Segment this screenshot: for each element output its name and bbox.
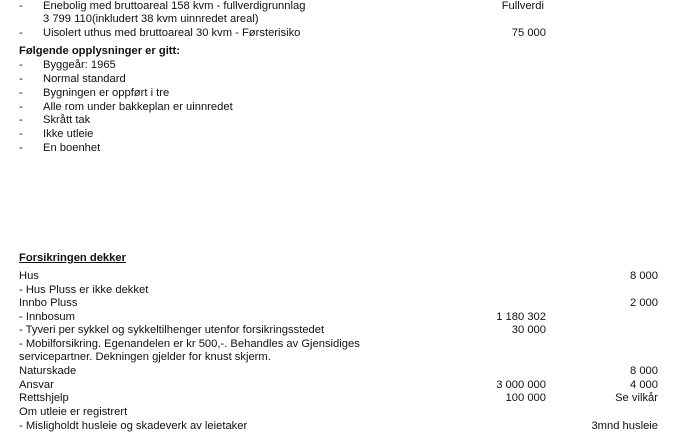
coverage-row	[0, 391, 698, 405]
given-heading-line	[0, 44, 698, 58]
coverage-label: Ansvar	[19, 379, 54, 391]
given-item	[0, 72, 698, 86]
property-description: Uisolert uthus med bruttoareal 30 kvm - Førsterisiko	[43, 27, 301, 39]
given-item-text: En boenhet	[43, 142, 101, 154]
given-item-text: Skrått tak	[43, 114, 91, 126]
given-item-text: Bygningen er oppført i tre	[43, 87, 170, 99]
bullet-dash: -	[19, 27, 23, 39]
given-item	[0, 86, 698, 100]
coverage-label: Innbo Pluss	[19, 297, 78, 309]
coverage-row	[0, 378, 698, 392]
property-line-uthus	[0, 26, 698, 40]
coverage-row	[0, 296, 698, 310]
given-item-text: Ikke utleie	[43, 128, 94, 140]
coverage-label: - Innbosum	[19, 311, 75, 323]
coverage-row	[0, 419, 698, 433]
coverage-premium: 8 000	[630, 270, 658, 282]
coverage-row	[0, 337, 698, 351]
coverage-label: Hus	[19, 270, 39, 282]
given-item	[0, 100, 698, 114]
coverage-sum: 3 000 000	[496, 379, 546, 391]
coverage-label: - Mobilforsikring. Egenandelen er kr 500,-. Behandles av Gjensidiges	[19, 338, 360, 350]
property-value: 75 000	[511, 27, 546, 39]
coverage-premium: 2 000	[630, 297, 658, 309]
coverage-label: servicepartner. Dekningen gjelder for knust skjerm.	[19, 351, 271, 363]
coverage-row	[0, 310, 698, 324]
coverage-row	[0, 269, 698, 283]
coverage-label: - Misligholdt husleie og skadeverk av leietaker	[19, 420, 248, 432]
property-value: Fullverdi	[501, 0, 544, 12]
bullet-dash: -	[19, 59, 23, 71]
property-line-continuation	[0, 12, 698, 26]
coverage-sum: 30 000	[511, 324, 546, 336]
given-item	[0, 113, 698, 127]
given-item	[0, 127, 698, 141]
coverage-label: Om utleie er registrert	[19, 406, 128, 418]
given-item-text: Alle rom under bakkeplan er uinnredet	[43, 101, 233, 113]
coverage-row	[0, 405, 698, 419]
coverage-label: - Tyveri per sykkel og sykkeltilhenger utenfor forsikringsstedet	[19, 324, 325, 336]
bullet-dash: -	[19, 73, 23, 85]
bullet-dash: -	[19, 87, 23, 99]
coverage-row	[0, 283, 698, 297]
given-heading: Følgende opplysninger er gitt:	[19, 45, 180, 57]
bullet-dash: -	[19, 128, 23, 140]
bullet-dash: -	[19, 142, 23, 154]
given-item-text: Byggeår: 1965	[43, 59, 116, 71]
bullet-dash: -	[19, 114, 23, 126]
coverage-label: - Hus Pluss er ikke dekket	[19, 284, 149, 296]
coverage-label: Rettshjelp	[19, 392, 69, 404]
coverage-premium: Se vilkår	[615, 392, 658, 404]
coverage-row	[0, 323, 698, 337]
coverage-row	[0, 350, 698, 364]
coverage-heading: Forsikringen dekker	[19, 252, 126, 264]
given-item	[0, 58, 698, 72]
coverage-sum: 1 180 302	[496, 311, 546, 323]
property-description: Enebolig med bruttoareal 158 kvm - fullverdigrunnlag	[43, 0, 306, 12]
coverage-sum: 100 000	[505, 392, 546, 404]
coverage-label: Naturskade	[19, 365, 77, 377]
coverage-row	[0, 364, 698, 378]
coverage-premium: 3mnd husleie	[591, 420, 658, 432]
bullet-dash: -	[19, 0, 23, 12]
bullet-dash: -	[19, 101, 23, 113]
given-item	[0, 141, 698, 155]
given-item-text: Normal standard	[43, 73, 126, 85]
coverage-premium: 4 000	[630, 379, 658, 391]
property-description: 3 799 110(inkludert 38 kvm uinnredet areal)	[43, 13, 259, 25]
coverage-premium: 8 000	[630, 365, 658, 377]
coverage-heading-line	[0, 251, 698, 265]
